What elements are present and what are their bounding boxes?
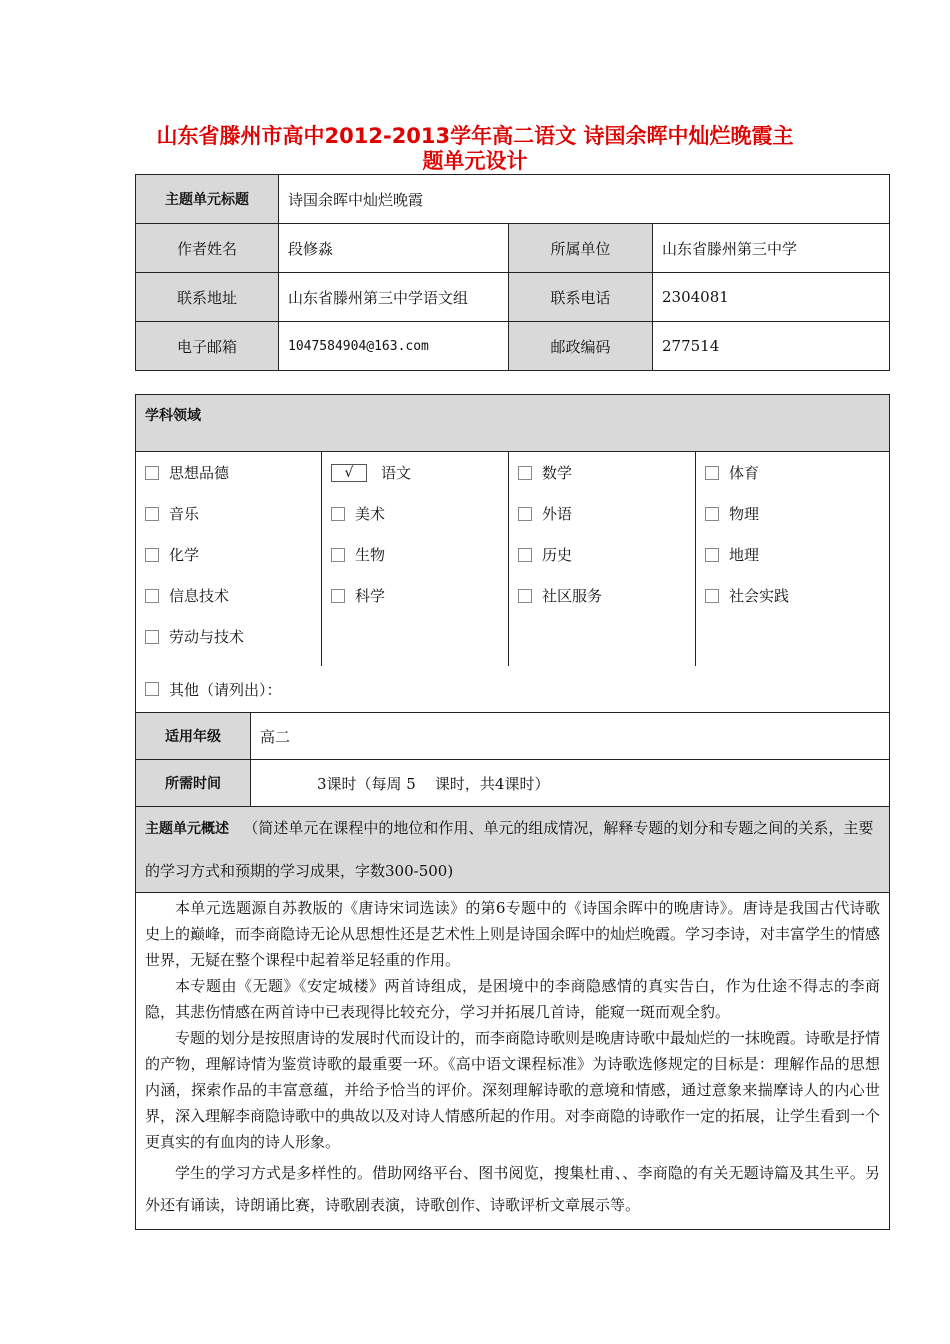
subject-item[interactable]: 劳动与技术 — [136, 616, 321, 657]
time-label: 所需时间 — [136, 760, 251, 807]
subject-item[interactable]: 音乐 — [136, 493, 321, 534]
document-title — [120, 124, 830, 174]
subject-header: 学科领域 — [136, 395, 890, 452]
email-value: 1047584904@163.com — [279, 322, 509, 371]
email-label: 电子邮箱 — [136, 322, 279, 371]
author-value: 段修淼 — [279, 224, 509, 273]
subject-item[interactable]: 信息技术 — [136, 575, 321, 616]
summary-description: （简述单元在课程中的地位和作用、单元的组成情况，解释专题的划分和专题之间的关系，主要的学习方式和预期的学习成果，字数300-500) — [145, 819, 874, 880]
subject-table — [135, 394, 890, 1230]
checkbox-icon[interactable] — [331, 548, 345, 562]
info-table — [135, 174, 890, 371]
subject-other — [136, 666, 890, 713]
address-value: 山东省滕州第三中学语文组 — [279, 273, 509, 322]
summary-header — [136, 807, 890, 893]
checkbox-icon[interactable] — [145, 507, 159, 521]
phone-label: 联系电话 — [509, 273, 653, 322]
checkbox-icon[interactable] — [705, 466, 719, 480]
unit-label: 所属单位 — [509, 224, 653, 273]
checkbox-icon[interactable] — [705, 507, 719, 521]
theme-label: 主题单元标题 — [136, 175, 279, 224]
checkbox-icon[interactable] — [331, 589, 345, 603]
summary-paragraph: 本单元选题源自苏教版的《唐诗宋词选读》的第6专题中的《诗国余晖中的晚唐诗》。唐诗是我国古代诗歌史上的巅峰，而李商隐诗无论从思想性还是艺术性上则是诗国余晖中的灿烂晚霞。学习李诗，对丰富学生的情感世界，无疑在整个课程中起着举足轻重的作用。 — [145, 899, 881, 969]
subject-column-3 — [509, 452, 696, 667]
grade-value: 高二 — [251, 713, 890, 760]
title-line-1: 山东省滕州市高中2012-2013学年高二语文 诗国余晖中灿烂晚霞主 — [156, 124, 794, 148]
checkbox-icon[interactable] — [331, 507, 345, 521]
subject-item[interactable]: 生物 — [322, 534, 508, 575]
summary-paragraph: 学生的学习方式是多样性的。借助网络平台、图书阅览，搜集杜甫、、李商隐的有关无题诗篇及其生平。另外还有诵读，诗朗诵比赛，诗歌剧表演，诗歌创作、诗歌评析文章展示等。 — [145, 1164, 880, 1214]
checkbox-icon[interactable] — [145, 682, 159, 696]
subject-item[interactable]: 化学 — [136, 534, 321, 575]
subject-item[interactable]: 科学 — [322, 575, 508, 616]
summary-paragraph: 专题的划分是按照唐诗的发展时代而设计的，而李商隐诗歌则是晚唐诗歌中最灿烂的一抹晚霞。诗歌是抒情的产物，理解诗情为鉴赏诗歌的最重要一环。《高中语文课程标准》为诗歌选修规定的目标是：理解作品的思想内涵，探索作品的丰富意蕴，并给予恰当的评价。深刻理解诗歌的意境和情感，通过意象来揣摩诗人的内心世界，深入理解李商隐诗歌中的典故以及对诗人情感所起的作用。对李商隐的诗歌作一定的拓展，让学生看到一个更真实的有血肉的诗人形象。 — [145, 1029, 881, 1151]
checkbox-icon[interactable] — [518, 466, 532, 480]
subject-item-checked[interactable]: √ 语文 — [322, 452, 508, 493]
checkbox-icon[interactable] — [518, 548, 532, 562]
time-value: 3课时（每周 5 课时，共4课时） — [251, 760, 890, 807]
subject-item[interactable]: 社会实践 — [696, 575, 889, 616]
subject-item-other[interactable]: 其他（请列出）： — [145, 669, 880, 710]
postcode-value: 277514 — [653, 322, 890, 371]
checkbox-icon[interactable] — [145, 630, 159, 644]
summary-label: 主题单元概述 — [145, 821, 229, 837]
subject-column-1 — [136, 452, 322, 667]
title-line-2: 题单元设计 — [422, 149, 528, 173]
subject-item[interactable]: 物理 — [696, 493, 889, 534]
checkbox-icon[interactable] — [705, 548, 719, 562]
postcode-label: 邮政编码 — [509, 322, 653, 371]
theme-value: 诗国余晖中灿烂晚霞 — [279, 175, 890, 224]
unit-value: 山东省滕州第三中学 — [653, 224, 890, 273]
checkbox-icon[interactable] — [705, 589, 719, 603]
author-label: 作者姓名 — [136, 224, 279, 273]
checkbox-icon[interactable] — [145, 548, 159, 562]
checked-checkbox-icon[interactable]: √ — [331, 464, 367, 482]
summary-body — [136, 893, 890, 1230]
checkbox-icon[interactable] — [518, 507, 532, 521]
checkbox-icon[interactable] — [145, 589, 159, 603]
checkbox-icon[interactable] — [518, 589, 532, 603]
phone-value: 2304081 — [653, 273, 890, 322]
address-label: 联系地址 — [136, 273, 279, 322]
subject-column-2 — [322, 452, 509, 667]
subject-item[interactable]: 数学 — [509, 452, 695, 493]
subject-column-4 — [696, 452, 890, 667]
summary-paragraph: 本专题由《无题》《安定城楼》两首诗组成，是困境中的李商隐感情的真实告白，作为仕途不得志的李商隐，其悲伤情感在两首诗中已表现得比较充分，学习并拓展几首诗，能窥一斑而观全豹。 — [145, 977, 880, 1021]
subject-item[interactable]: 地理 — [696, 534, 889, 575]
subject-item[interactable]: 社区服务 — [509, 575, 695, 616]
subject-item[interactable]: 思想品德 — [136, 452, 321, 493]
subject-item[interactable]: 美术 — [322, 493, 508, 534]
subject-item[interactable]: 外语 — [509, 493, 695, 534]
grade-label: 适用年级 — [136, 713, 251, 760]
subject-item[interactable]: 历史 — [509, 534, 695, 575]
subject-item[interactable]: 体育 — [696, 452, 889, 493]
checkbox-icon[interactable] — [145, 466, 159, 480]
